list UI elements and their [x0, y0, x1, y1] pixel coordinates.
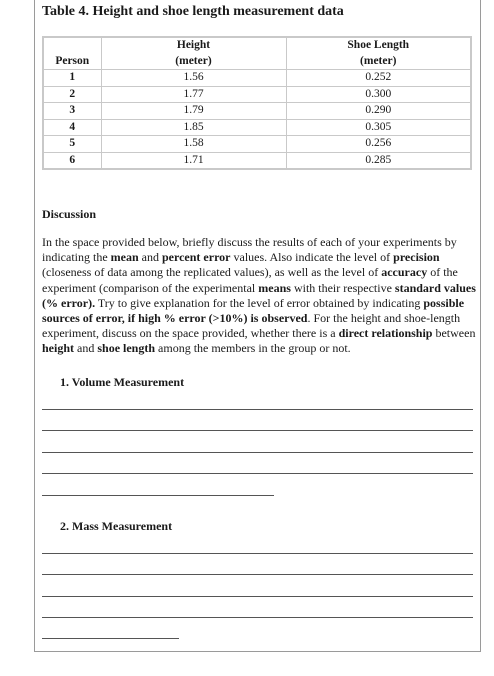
paragraph-text: and — [138, 250, 162, 265]
cell-person: 1 — [43, 70, 101, 87]
answer-line[interactable] — [42, 409, 473, 410]
cell-shoe-length: 0.285 — [286, 152, 471, 169]
cell-person: 3 — [43, 103, 101, 120]
cell-person: 5 — [43, 136, 101, 153]
paragraph-emphasis: possible sources of error, if high % error (>10%) is observed — [42, 295, 465, 326]
paragraph-text: (closeness of data among the replicated values), as well as the level of — [42, 265, 382, 280]
cell-shoe-length: 0.252 — [286, 70, 471, 87]
table-row — [43, 152, 471, 169]
cell-shoe-length: 0.300 — [286, 86, 471, 103]
paragraph-text: values. Also indicate the level of — [230, 250, 394, 265]
paragraph-text: with their respective — [290, 280, 395, 295]
header-shoe-length: Shoe Length (meter) — [286, 37, 471, 70]
paragraph-text: between — [432, 326, 476, 341]
measurement-table — [42, 36, 472, 170]
paragraph-text: of the experiment (comparison of the experimental — [42, 265, 458, 295]
cell-shoe-length: 0.305 — [286, 119, 471, 136]
cell-height: 1.77 — [101, 86, 286, 103]
table-row — [43, 70, 471, 87]
cell-height: 1.79 — [101, 103, 286, 120]
answer-line[interactable] — [42, 553, 473, 554]
table-row — [43, 119, 471, 136]
paragraph-emphasis: height — [42, 341, 75, 356]
discussion-heading: Discussion — [42, 207, 97, 221]
table-title: Table 4. Height and shoe length measurement data — [42, 4, 344, 19]
paragraph-emphasis: mean — [110, 250, 139, 265]
cell-person: 2 — [43, 86, 101, 103]
cell-height: 1.58 — [101, 136, 286, 153]
header-person: Person — [43, 37, 101, 70]
answer-line[interactable] — [42, 430, 473, 431]
paragraph-text: among the members in the group or not. — [155, 341, 351, 356]
discussion-paragraph — [42, 235, 476, 357]
section-title-mass: 2. Mass Measurement — [60, 519, 173, 533]
section-title-volume: 1. Volume Measurement — [60, 375, 185, 389]
answer-line[interactable] — [42, 617, 473, 618]
paragraph-emphasis: standard values (% error). — [42, 280, 476, 310]
paragraph-emphasis: shoe length — [97, 341, 156, 356]
cell-height: 1.56 — [101, 70, 286, 87]
answer-line[interactable] — [42, 596, 473, 597]
answer-line-short[interactable] — [42, 638, 179, 639]
table-header-row — [43, 37, 471, 70]
paragraph-text: Try to give explanation for the level of error obtained by indicating — [95, 295, 424, 310]
paragraph-emphasis: precision — [393, 250, 440, 265]
cell-person: 6 — [43, 152, 101, 169]
cell-person: 4 — [43, 119, 101, 136]
paragraph-text: and — [74, 341, 98, 356]
answer-line[interactable] — [42, 452, 473, 453]
table-row — [43, 136, 471, 153]
paragraph-emphasis: accuracy — [381, 265, 428, 280]
answer-line[interactable] — [42, 473, 473, 474]
answer-line[interactable] — [42, 574, 473, 575]
paragraph-text: . For the height and shoe-length experiment, discuss on the space provided, whether there is a — [42, 311, 461, 341]
table-row — [43, 103, 471, 120]
cell-height: 1.71 — [101, 152, 286, 169]
cell-shoe-length: 0.290 — [286, 103, 471, 120]
table-row — [43, 86, 471, 103]
header-height: Height (meter) — [101, 37, 286, 70]
cell-height: 1.85 — [101, 119, 286, 136]
cell-shoe-length: 0.256 — [286, 136, 471, 153]
paragraph-emphasis: percent error — [161, 250, 231, 265]
paragraph-emphasis: direct relationship — [338, 326, 433, 341]
paragraph-text: In the space provided below, briefly discuss the results of each of your experiments by indicating the — [42, 235, 457, 265]
paragraph-emphasis: means — [258, 280, 291, 295]
answer-line-short[interactable] — [42, 495, 274, 496]
